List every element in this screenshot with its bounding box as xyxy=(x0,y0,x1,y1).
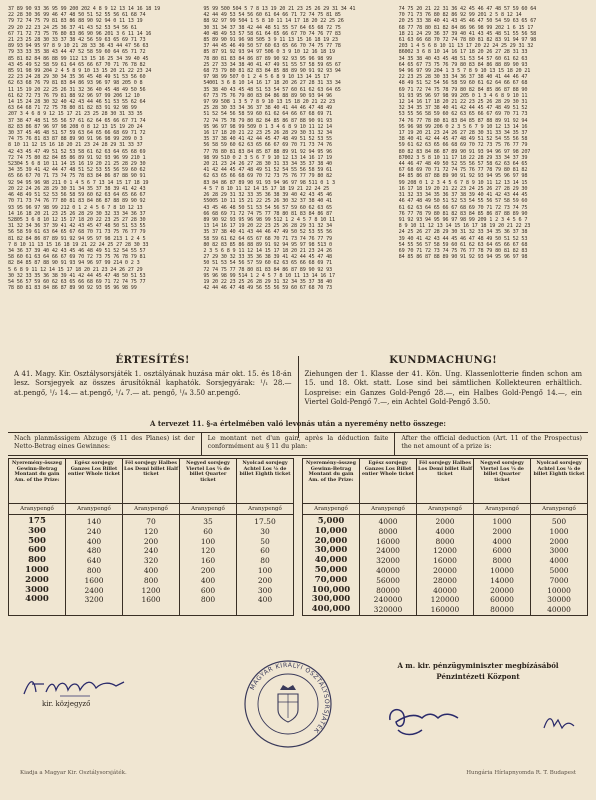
notice-hu-body: A 41. Magy. Kir. Osztálysorsjáték 1. osztályának huzása már okt. 15. és 18-án lesz. Sorsjegyek az összes árusítóknál kaphatók. Sorsjegyárak: ¹/₁ 28.— at.pengő, ¹/₂ 14.— at.pengő, ¹/₄ 7.— at. pengő, ¹/₈ 3.50 ar.pengő. xyxy=(14,369,292,397)
number-line: 14 15 24 28 30 32 40 42 43 44 46 51 53 55 62 64 xyxy=(8,99,146,106)
number-line: 24 25 26 27 28 29 30 31 32 33 34 35 36 37 38 xyxy=(398,229,528,236)
unit-label: Aranypengő xyxy=(66,504,122,515)
unit-label: Aranypengő xyxy=(237,504,293,515)
trilingual-intro xyxy=(8,432,588,456)
table-cell: 3200 xyxy=(84,595,104,605)
number-line: 46 48 49 51 52 53 56 58 59 60 62 63 64 65 66 67 xyxy=(8,192,146,199)
numbers-column-2 xyxy=(203,6,392,371)
number-line: 62 63 65 66 68 69 70 72 73 75 76 77 79 80 82 xyxy=(203,173,332,180)
number-line: 54 55 56 57 58 59 60 61 62 63 64 65 66 67 68 xyxy=(398,241,528,248)
table-cell: 4000 xyxy=(549,556,569,566)
number-line: 80 82 83 85 86 88 89 91 92 94 95 97 98 513 0 xyxy=(203,241,332,248)
number-line: 48 49 51 52 54 56 58 59 60 61 62 64 66 67 68 xyxy=(398,80,528,87)
number-line: 39 40 41 42 43 44 45 46 47 48 49 50 51 52 53 xyxy=(398,235,528,242)
table-cell: 16000 xyxy=(433,556,457,566)
number-line: 66 68 69 71 72 74 75 77 78 80 81 83 84 86 87 xyxy=(203,210,332,217)
table-cell: 5,000 xyxy=(317,516,345,526)
table-cell: 20000 xyxy=(490,585,514,595)
number-line: 61 63 66 68 70 72 74 78 80 81 82 83 91 94 97 98 xyxy=(398,37,537,44)
table-column-quarter xyxy=(474,459,531,615)
column-values xyxy=(123,515,179,605)
number-line: 95 96 97 98 99 509 0 1 3 4 6 8 9 10 11 12 14 xyxy=(203,123,332,130)
table-cell: 4000 xyxy=(378,517,398,526)
column-header: Egész sorsjegy Ganzes Los Billet entier Whole ticket xyxy=(360,459,416,504)
column-header: Nyeremény-összeg Gewinn-Betrag Montant du gain Am. of the Prize: xyxy=(303,459,359,504)
number-line: 22 23 24 28 29 30 34 35 36 45 48 49 51 53 56 60 xyxy=(8,74,146,81)
number-line: 34 35 39 41 42 44 47 48 51 52 53 55 56 59 60 62 xyxy=(8,167,146,174)
number-line: 11 15 19 20 22 25 26 31 32 36 40 45 48 49 50 56 xyxy=(8,86,146,93)
number-line: 76 77 78 79 80 81 82 83 84 85 86 87 88 89 90 xyxy=(398,210,528,217)
table-cell: 20000 xyxy=(433,565,457,575)
number-line: 78 80 81 83 84 86 87 89 90 92 93 95 96 98 99 xyxy=(8,285,137,292)
number-line: 63 64 68 71 72 75 78 80 81 82 83 91 92 98 99 xyxy=(8,105,137,112)
number-line: 30 31 34 37 38 42 44 48 51 55 57 64 65 68 72 75 xyxy=(203,24,341,31)
number-line: 14 16 18 20 21 23 25 26 28 29 30 32 33 34 36 37 xyxy=(8,210,146,217)
table-cell: 50 xyxy=(260,536,270,546)
official-seal xyxy=(242,658,334,750)
number-line: 53 55 56 58 59 60 62 63 65 66 67 69 70 71 73 xyxy=(398,111,528,118)
table-cell: 8000 xyxy=(378,526,398,536)
number-line: 50 51 53 54 56 57 59 60 62 63 65 66 68 69 71 xyxy=(203,260,332,267)
number-line: 64 65 67 73 75 76 79 80 83 84 86 88 89 90 93 xyxy=(398,61,528,68)
table-cell: 80 xyxy=(260,556,270,566)
number-line: 16 17 18 20 21 22 23 25 26 28 29 30 31 32 34 xyxy=(203,130,332,137)
number-line: 20 25 33 38 40 41 43 45 46 47 50 54 59 63 65 67 xyxy=(398,18,537,25)
number-line: 42 44 49 53 54 56 60 61 64 66 71 72 74 75 81 85 xyxy=(203,12,341,19)
table-cell: 30000 xyxy=(547,595,571,605)
number-line: 72 74 75 78 79 80 82 84 85 86 87 88 90 91 93 xyxy=(203,117,332,124)
table-cell: 240 xyxy=(143,546,159,556)
table-cell: 200 xyxy=(257,575,273,585)
table-cell: 5000 xyxy=(549,565,569,575)
table-cell: 400,000 xyxy=(311,604,351,615)
number-line: 69 70 71 72 73 74 75 76 77 78 79 80 81 82 83 xyxy=(398,247,528,254)
table-cell: 600 xyxy=(200,585,216,595)
table-cell: 240000 xyxy=(373,595,403,605)
table-cell: 100 xyxy=(257,565,273,575)
table-cell: 4000 xyxy=(492,536,512,546)
table-cell: 200 xyxy=(143,536,159,546)
number-line: 2 3 5 6 8 9 11 12 14 15 17 18 20 21 23 24 26 xyxy=(203,247,332,254)
table-cell: 40000 xyxy=(433,585,457,595)
table-cell: 800 xyxy=(200,595,216,605)
number-line: 67 71 72 73 75 76 80 83 86 90 96 201 3 6 11 14 16 xyxy=(8,30,152,37)
table-cell: 40,000 xyxy=(314,555,348,566)
prize-table-left xyxy=(8,458,294,616)
table-cell: 70 xyxy=(146,517,156,526)
unit-label: Aranypengő xyxy=(9,504,65,515)
table-cell: 175 xyxy=(28,516,46,526)
column-values xyxy=(531,515,587,615)
unit-label: Aranypengő xyxy=(360,504,416,515)
number-line: 95 99 500 504 5 7 8 13 19 20 21 23 25 26 29 31 34 41 xyxy=(203,6,356,12)
number-line: 30 37 45 46 48 51 57 59 63 64 65 66 68 69 71 72 xyxy=(8,130,146,137)
table-cell: 400 xyxy=(143,565,159,575)
unit-label: Aranypengő xyxy=(417,504,473,515)
table-cell: 40000 xyxy=(376,565,400,575)
table-cell: 20,000 xyxy=(314,535,348,546)
number-line: 82 83 86 87 96 97 98 208 0 8 12 13 15 19 20 24 xyxy=(8,123,143,130)
unit-label: Aranypengő xyxy=(474,504,530,515)
table-cell: 32000 xyxy=(376,556,400,566)
number-line: 68 77 78 80 81 82 84 86 96 98 99 202 1 6 15 17 xyxy=(398,24,534,31)
notice-de-title: KUNDMACHUNG! xyxy=(389,355,498,366)
table-cell: 35 xyxy=(203,517,213,526)
table-cell: 800 xyxy=(28,555,46,566)
svg-text:MAGYAR KIRÁLYI OSZTÁLYSORSJÁTÉ: MAGYAR KIRÁLYI OSZTÁLYSORSJÁTÉK xyxy=(248,661,331,735)
column-values xyxy=(66,515,122,605)
number-line: 27 29 30 32 33 35 36 38 39 41 42 44 45 47 48 xyxy=(203,254,332,261)
table-cell: 500 xyxy=(551,517,567,526)
column-values xyxy=(303,515,359,615)
table-cell: 2000 xyxy=(492,526,512,536)
table-cell: 14000 xyxy=(490,575,514,585)
table-cell: 320000 xyxy=(373,605,403,615)
table-column-eighth xyxy=(237,459,293,615)
table-cell: 50,000 xyxy=(314,564,348,575)
number-line: 67 73 75 76 79 80 83 84 86 88 89 90 93 94 96 xyxy=(203,92,332,99)
table-cell: 200 xyxy=(200,565,216,575)
table-column-prize xyxy=(9,459,66,615)
column-header: Nyolcad sorsjegy Achtel Los ⅛ de billet Eighth ticket xyxy=(531,459,587,504)
net-amount-intro: A tervezet 11. §-a értelmében való levonás után a nyeremény netto összege: xyxy=(149,419,447,428)
number-line: 207 3 4 6 8 9 12 15 17 21 23 25 28 30 31 33 35 xyxy=(8,111,143,118)
column-header: Negyed sorsjegy Viertel Los ¼ de billet Quarter ticket xyxy=(180,459,236,504)
number-line: 72 74 75 77 78 80 81 83 84 86 87 89 90 92 93 xyxy=(203,266,332,273)
table-cell: 240 xyxy=(86,526,102,536)
number-line: 22 28 30 36 99 46 47 48 50 51 52 55 56 61 68 74 xyxy=(8,12,146,19)
table-cell: 1600 xyxy=(141,595,161,605)
number-line: 88 92 97 99 504 1 5 8 10 11 14 17 18 20 22 25 26 xyxy=(203,18,344,25)
table-column-quarter xyxy=(180,459,237,615)
number-line: 37 89 90 93 36 95 99 200 202 4 8 9 12 13 14 16 18 19 xyxy=(8,6,161,12)
table-cell: 140 xyxy=(86,517,102,526)
number-line: 30 32 33 35 36 38 39 41 42 44 45 47 48 50 51 53 xyxy=(8,272,146,279)
number-line: 61 62 63 64 65 66 67 68 69 70 71 72 73 74 75 xyxy=(398,204,528,211)
number-line: 85 91 98 99 204 2 4 5 8 9 10 13 15 20 21 22 23 24 xyxy=(8,68,152,75)
number-line: 77 78 80 81 83 84 85 87 88 89 91 92 94 95 96 xyxy=(203,148,332,155)
number-line: 91 93 95 96 97 98 99 205 0 1 3 4 6 8 9 10 11 xyxy=(398,92,528,99)
number-line: 16 17 18 19 20 21 22 23 24 25 26 27 28 29 30 xyxy=(398,185,528,192)
table-cell: 28000 xyxy=(433,575,457,585)
table-cell: 800 xyxy=(143,575,159,585)
number-line: 31 32 34 36 37 39 41 42 43 45 47 48 50 51 53 55 xyxy=(8,223,146,230)
number-line: 74 76 77 78 80 81 83 84 85 87 88 89 91 92 94 xyxy=(398,117,528,124)
intro-english: After the official deduction (Art. 11 of the Prospectus) the net amount of a prize is: xyxy=(394,433,588,455)
table-column-prize xyxy=(303,459,360,615)
table-cell: 2000 xyxy=(549,536,569,546)
number-line: 93 95 96 97 98 99 212 0 1 2 4 5 6 7 8 10 12 13 xyxy=(8,204,143,211)
table-cell: 7000 xyxy=(549,575,569,585)
number-line: 97 99 508 1 3 5 7 8 9 10 13 15 18 20 21 22 23 xyxy=(203,99,335,106)
number-line: 12 14 16 17 18 20 21 22 23 25 26 28 29 30 31 xyxy=(398,99,528,106)
column-header: Negyed sorsjegy Viertel Los ¼ de billet Quarter ticket xyxy=(474,459,530,504)
prize-table-right xyxy=(302,458,588,616)
number-line: 70 71 73 74 76 77 80 81 83 84 86 87 88 89 90 92 xyxy=(8,198,146,205)
table-cell: 300,000 xyxy=(311,594,351,605)
number-line: 22 23 25 28 30 33 34 36 37 38 40 41 44 46 47 xyxy=(398,74,528,81)
number-line: 80 82 83 84 86 87 89 90 91 93 94 96 97 98 207 xyxy=(398,148,531,155)
notary-caption: kir. közjegyző xyxy=(42,700,91,708)
table-cell: 160000 xyxy=(430,605,460,615)
table-cell: 1000 xyxy=(492,517,512,526)
ministry-line-2: Pénzintézeti Központ xyxy=(436,672,520,681)
number-line: 34 36 37 39 40 42 43 45 46 48 49 51 52 54 55 57 xyxy=(8,247,146,254)
table-cell: 120000 xyxy=(430,595,460,605)
number-line: 26 28 29 31 32 33 35 36 38 39 40 42 43 45 46 xyxy=(203,192,332,199)
column-values xyxy=(180,515,236,605)
prize-tables xyxy=(8,458,588,616)
number-line: 52304 5 6 8 10 11 14 15 16 19 20 21 25 28 29 30 xyxy=(8,161,146,168)
table-cell: 70,000 xyxy=(314,574,348,585)
intro-french: Le montant net d'un gain, après la déduction faite conformément au § 11 du plan: xyxy=(201,433,395,455)
table-cell: 80000 xyxy=(376,585,400,595)
number-line: 87002 3 5 8 10 11 17 18 22 28 29 33 34 37 39 xyxy=(398,154,528,161)
number-line: 68 73 79 80 81 82 83 84 85 88 89 90 91 92 93 94 xyxy=(203,68,341,75)
number-line: 78 80 81 83 84 86 87 89 90 92 93 95 96 98 99 xyxy=(203,55,332,62)
table-cell: 30 xyxy=(260,526,270,536)
number-line: 86002 3 6 8 10 14 16 17 18 20 26 27 28 31 33 xyxy=(398,49,528,56)
ministry-signature-2 xyxy=(540,712,580,736)
number-line: 34 35 38 40 43 45 48 51 53 54 57 60 61 62 63 xyxy=(398,55,528,62)
table-cell: 300 xyxy=(257,585,273,595)
column-header: Nyeremény-összeg Gewinn-Betrag Montant du gain Am. of the Prize: xyxy=(9,459,65,504)
number-line: 74 75 20 21 22 31 36 42 45 46 47 48 57 59 60 64 xyxy=(398,6,537,12)
table-cell: 8000 xyxy=(492,556,512,566)
number-line: 13 14 16 17 19 20 22 23 25 26 28 29 31 32 34 xyxy=(203,223,332,230)
number-line: 94 96 97 99 204 1 3 5 7 8 9 10 13 15 18 20 21 xyxy=(398,68,531,75)
number-line: 29 20 22 23 24 25 36 37 41 43 52 53 54 56 61 xyxy=(8,24,137,31)
ministry-authority xyxy=(370,660,586,682)
number-line: 92 94 95 96 98 211 0 1 4 5 6 7 13 14 15 17 18 19 xyxy=(8,179,149,186)
number-line: 84 85 86 87 88 89 90 91 92 93 94 95 96 97 98 xyxy=(398,173,528,180)
table-cell: 10,000 xyxy=(314,525,348,536)
table-cell: 400 xyxy=(86,536,102,546)
number-line: 83 84 86 87 89 90 91 93 94 96 97 98 511 0 1 3 xyxy=(203,179,335,186)
number-line: 79 33 33 35 38 43 44 47 52 58 59 60 64 65 71 72 xyxy=(8,49,146,56)
table-cell: 12000 xyxy=(433,546,457,556)
number-line: 56 58 59 61 63 64 65 67 68 70 71 73 75 76 77 79 xyxy=(8,229,146,236)
publisher-footer: Kiadja a Magyar Kir. Osztálysorsjáték. xyxy=(20,770,127,776)
table-cell: 60000 xyxy=(490,595,514,605)
number-line: 58 59 61 62 64 65 67 68 70 71 73 74 76 77 79 xyxy=(203,235,332,242)
table-cell: 600 xyxy=(28,545,46,556)
table-cell: 3000 xyxy=(549,546,569,556)
number-line: 46 47 48 49 50 51 52 53 54 55 56 57 58 59 60 xyxy=(398,198,528,205)
number-line: 79 72 74 75 79 81 83 86 88 90 92 94 0 11 13 19 xyxy=(8,18,143,25)
table-cell: 2000 xyxy=(435,517,455,526)
number-line: 58 60 61 63 64 66 67 69 70 72 73 75 76 78 79 81 xyxy=(8,254,146,261)
table-cell: 640 xyxy=(86,556,102,566)
number-line: 42 43 45 47 49 51 52 53 58 61 62 63 64 65 68 69 xyxy=(8,148,146,155)
number-line: 18 21 24 29 36 37 39 40 41 43 45 48 51 55 56 58 xyxy=(398,30,537,37)
number-line: 62 63 68 76 79 81 83 84 86 93 96 97 98 205 0 8 xyxy=(8,80,143,87)
table-cell: 500 xyxy=(28,535,46,546)
column-header: Fél sorsjegy Halbes Los Demi billet Half ticket xyxy=(123,459,179,504)
number-line: 20 22 24 26 28 29 30 31 34 35 37 38 39 41 42 43 xyxy=(8,185,146,192)
table-cell: 160 xyxy=(200,556,216,566)
number-line: 85 87 91 92 93 94 97 506 0 3 9 10 12 16 18 19 xyxy=(203,49,335,56)
number-line: 97 98 99 507 0 1 2 4 5 6 8 9 10 13 14 15 17 xyxy=(203,74,330,81)
unit-label: Aranypengő xyxy=(180,504,236,515)
number-line: 203 1 4 5 6 8 10 11 13 17 20 22 24 25 29 31 32 xyxy=(398,43,534,50)
ministry-signature-1 xyxy=(382,700,472,740)
table-column-eighth xyxy=(531,459,587,615)
numbers-column-1 xyxy=(8,6,197,371)
table-column-half xyxy=(417,459,474,615)
number-line: 25 28 30 33 34 36 37 38 40 41 44 46 47 48 49 xyxy=(203,105,332,112)
table-cell: 400 xyxy=(257,595,273,605)
unit-label: Aranypengő xyxy=(303,504,359,515)
table-column-whole xyxy=(360,459,417,615)
table-cell: 4000 xyxy=(435,526,455,536)
number-line: 37 44 45 46 49 50 57 60 63 65 66 70 74 75 77 78 xyxy=(203,43,341,50)
notary-signature xyxy=(20,672,130,702)
table-cell: 2000 xyxy=(25,574,49,585)
table-column-whole xyxy=(66,459,123,615)
number-line: 51 52 54 56 58 59 60 61 62 64 66 67 68 69 71 xyxy=(203,111,332,118)
number-line: 43 45 49 52 58 59 61 64 65 66 67 70 71 76 78 82 xyxy=(8,61,146,68)
number-line: 8 10 11 12 15 16 18 20 21 23 24 28 29 31 33 37 xyxy=(8,142,143,149)
number-line: 70 71 73 76 80 82 86 92 99 201 2 5 8 12 14 xyxy=(398,12,522,19)
table-cell: 60 xyxy=(203,526,213,536)
ministry-line-1: A m. kir. pénzügyminiszter megbízásából xyxy=(397,661,559,670)
notice-de-body: Ziehungen der 1. Klasse der 41. Kön. Ung. Klassenlotterie finden schon am 15. und 18. Okt. statt. Lose sind bei sämtlichen Kollekteuren erhältlich. Lospreise: ein Ganzes Gold-Pengő 28.—, ein Halbes Gold-Pengő 14.—, ein Viertel Gold-Pengő 7.—, ein Achtel Gold-Pengő 3.50. xyxy=(304,369,582,406)
table-cell: 300 xyxy=(28,525,46,536)
number-line: 35 37 38 40 41 42 44 45 47 48 49 51 52 53 55 xyxy=(203,136,332,143)
number-line: 21 23 25 28 30 33 37 38 42 56 59 63 65 69 71 73 xyxy=(8,37,146,44)
table-cell: 1200 xyxy=(141,585,161,595)
column-values xyxy=(474,515,530,615)
number-line: 54 56 57 59 60 62 63 65 66 68 69 71 72 74 75 77 xyxy=(8,278,146,285)
printer-footer: Hungária Hírlapnyomda R. T. Budapest xyxy=(466,770,576,776)
table-cell: 24000 xyxy=(376,546,400,556)
table-cell: 100,000 xyxy=(311,584,351,595)
number-line: 74 75 76 81 83 87 88 89 90 91 96 98 99 209 0 3 xyxy=(8,136,143,143)
number-line: 72 74 75 80 82 84 85 86 89 91 92 93 96 99 210 1 xyxy=(8,154,146,161)
table-cell: 30,000 xyxy=(314,545,348,556)
table-cell: 17.50 xyxy=(254,517,276,526)
number-line: 85 81 82 84 86 88 99 112 13 15 16 25 34 39 40 45 xyxy=(8,55,149,62)
number-line: 5 6 8 9 11 12 14 15 17 18 20 21 23 24 26 27 29 xyxy=(8,266,143,273)
number-line: 65 66 67 70 71 73 74 75 78 83 84 86 87 88 90 91 xyxy=(8,173,146,180)
number-line: 69 71 72 74 75 78 79 80 82 84 85 86 87 88 90 xyxy=(398,86,528,93)
table-cell: 56000 xyxy=(376,575,400,585)
column-header: Nyolcad sorsjegy Achtel Los ⅛ de billet Eighth ticket xyxy=(237,459,293,504)
number-line: 32 34 35 37 38 40 41 42 44 45 47 48 49 51 52 xyxy=(398,105,528,112)
number-line: 55005 10 11 15 21 22 25 26 30 32 37 38 40 41 xyxy=(203,198,332,205)
column-values xyxy=(360,515,416,615)
number-line: 81 82 84 86 87 89 91 92 94 95 97 98 213 1 2 4 5 xyxy=(8,235,146,242)
intro-german: Nach planmässigem Abzuge (§ 11 des Planes) ist der Netto-Betrag eines Gewinnes: xyxy=(14,435,195,450)
number-line: 35 38 40 43 45 48 51 53 54 57 60 61 62 63 64 65 xyxy=(203,86,341,93)
table-cell: 60 xyxy=(260,546,270,556)
column-values xyxy=(417,515,473,615)
number-line: 40 48 49 53 57 58 61 64 65 66 67 70 74 76 77 83 xyxy=(203,30,341,37)
number-line: 89 93 94 95 97 8 9 10 21 28 33 36 43 44 47 56 63 xyxy=(8,43,149,50)
table-cell: 40000 xyxy=(547,605,571,615)
number-line: 25 27 33 34 38 40 41 47 49 51 55 57 58 59 65 67 xyxy=(203,61,341,68)
number-line: 44 46 47 48 49 50 52 55 56 57 58 62 63 64 65 xyxy=(398,161,528,168)
number-line: 42 44 46 47 48 49 56 55 56 59 60 67 68 70 73 xyxy=(203,285,332,292)
table-column-half xyxy=(123,459,180,615)
number-line: 8 9 10 11 12 13 14 15 16 17 18 19 20 21 22 23 xyxy=(398,223,531,230)
number-line: 67 68 69 70 71 72 74 75 76 77 78 79 80 81 82 xyxy=(398,167,528,174)
number-line: 84 85 86 87 88 89 90 91 92 93 94 95 96 97 98 xyxy=(398,254,528,261)
number-line: 89 90 92 93 95 96 98 99 512 1 2 4 5 7 8 10 11 xyxy=(203,216,335,223)
table-cell: 480 xyxy=(86,546,102,556)
table-cell: 1000 xyxy=(25,564,49,575)
number-line: 35 37 38 40 41 43 44 46 47 49 50 52 53 55 56 xyxy=(203,229,332,236)
table-cell: 16000 xyxy=(376,536,400,546)
number-line: 4 5 7 8 10 11 12 14 15 17 18 19 21 22 24 25 xyxy=(203,185,330,192)
number-line: 95 96 98 99 206 0 2 3 5 6 7 9 10 12 13 14 16 xyxy=(398,123,528,130)
table-cell: 10000 xyxy=(547,585,571,595)
table-cell: 1600 xyxy=(84,575,104,585)
table-cell: 100 xyxy=(200,536,216,546)
unit-label: Aranypengő xyxy=(531,504,587,515)
column-values xyxy=(9,515,65,605)
number-line: 56 58 59 60 62 63 65 66 67 69 70 71 73 74 76 xyxy=(203,142,332,149)
table-cell: 120 xyxy=(200,546,216,556)
number-line: 59 61 62 63 65 66 68 69 70 72 73 75 76 77 79 xyxy=(398,142,528,149)
number-line: 98 99 510 0 2 3 5 6 7 9 10 12 13 14 16 17 19 xyxy=(203,154,332,161)
table-cell: 10000 xyxy=(490,565,514,575)
column-values xyxy=(237,515,293,605)
table-cell: 4000 xyxy=(25,594,49,605)
table-cell: 1000 xyxy=(549,526,569,536)
column-header: Fél sorsjegy Halbes Los Demi billet Half ticket xyxy=(417,459,473,504)
number-line: 19 20 22 23 25 26 28 29 31 32 34 35 37 38 40 xyxy=(203,278,332,285)
table-cell: 120 xyxy=(143,526,159,536)
number-line: 7 8 10 11 13 15 16 18 19 21 22 24 25 27 28 30 33 xyxy=(8,241,149,248)
table-cell: 400 xyxy=(200,575,216,585)
notice-hu-title: ÉRTESÍTÉS! xyxy=(115,355,190,366)
number-line: 54001 3 6 8 10 14 16 17 18 20 26 27 28 31 33 34 xyxy=(203,80,341,87)
column-header: Egész sorsjegy Ganzes Los Billet entier Whole ticket xyxy=(66,459,122,504)
unit-label: Aranypengő xyxy=(123,504,179,515)
table-cell: 2400 xyxy=(84,585,104,595)
table-cell: 6000 xyxy=(492,546,512,556)
number-line: 99 208 0 1 2 3 4 5 6 7 8 9 10 11 12 13 14 15 xyxy=(398,179,528,186)
table-cell: 80000 xyxy=(490,605,514,615)
number-line: 37 38 47 48 51 55 56 57 61 62 64 65 66 67 71 74 xyxy=(8,117,146,124)
number-line: 17 19 20 21 23 24 26 27 28 30 31 33 34 35 37 xyxy=(398,130,528,137)
number-line: 61 62 72 73 76 79 81 88 92 96 97 99 206 12 10 xyxy=(8,92,140,99)
table-cell: 800 xyxy=(86,565,102,575)
number-line: 82 84 85 87 88 90 91 93 94 96 97 99 214 0 2 3 xyxy=(8,260,140,267)
number-line: 95 96 98 99 514 1 2 4 5 7 8 10 11 13 14 16 17 xyxy=(203,272,335,279)
number-line: 85 89 90 91 96 98 505 3 9 11 13 15 16 18 19 23 xyxy=(203,37,338,44)
numbers-column-3 xyxy=(399,6,588,371)
number-line: 38 40 41 42 44 45 47 48 49 51 52 54 55 56 58 xyxy=(398,136,528,143)
number-line: 91 92 93 94 95 96 97 98 99 209 1 2 3 4 5 6 7 xyxy=(398,216,528,223)
number-line: 20 21 23 24 26 27 28 30 31 33 34 35 37 38 40 xyxy=(203,161,332,168)
table-cell: 3000 xyxy=(25,584,49,595)
number-line: 43 45 46 48 50 51 53 54 56 57 59 60 62 63 65 xyxy=(203,204,332,211)
number-line: 52805 3 6 8 10 12 15 17 18 20 22 23 25 27 28 30 xyxy=(8,216,146,223)
table-cell: 320 xyxy=(143,556,159,566)
table-cell: 8000 xyxy=(435,536,455,546)
winning-numbers-list xyxy=(8,6,588,371)
number-line: 41 42 44 45 47 48 49 51 52 54 55 56 58 59 61 xyxy=(203,167,332,174)
number-line: 31 32 33 34 35 36 37 38 39 40 41 42 43 44 45 xyxy=(398,192,528,199)
